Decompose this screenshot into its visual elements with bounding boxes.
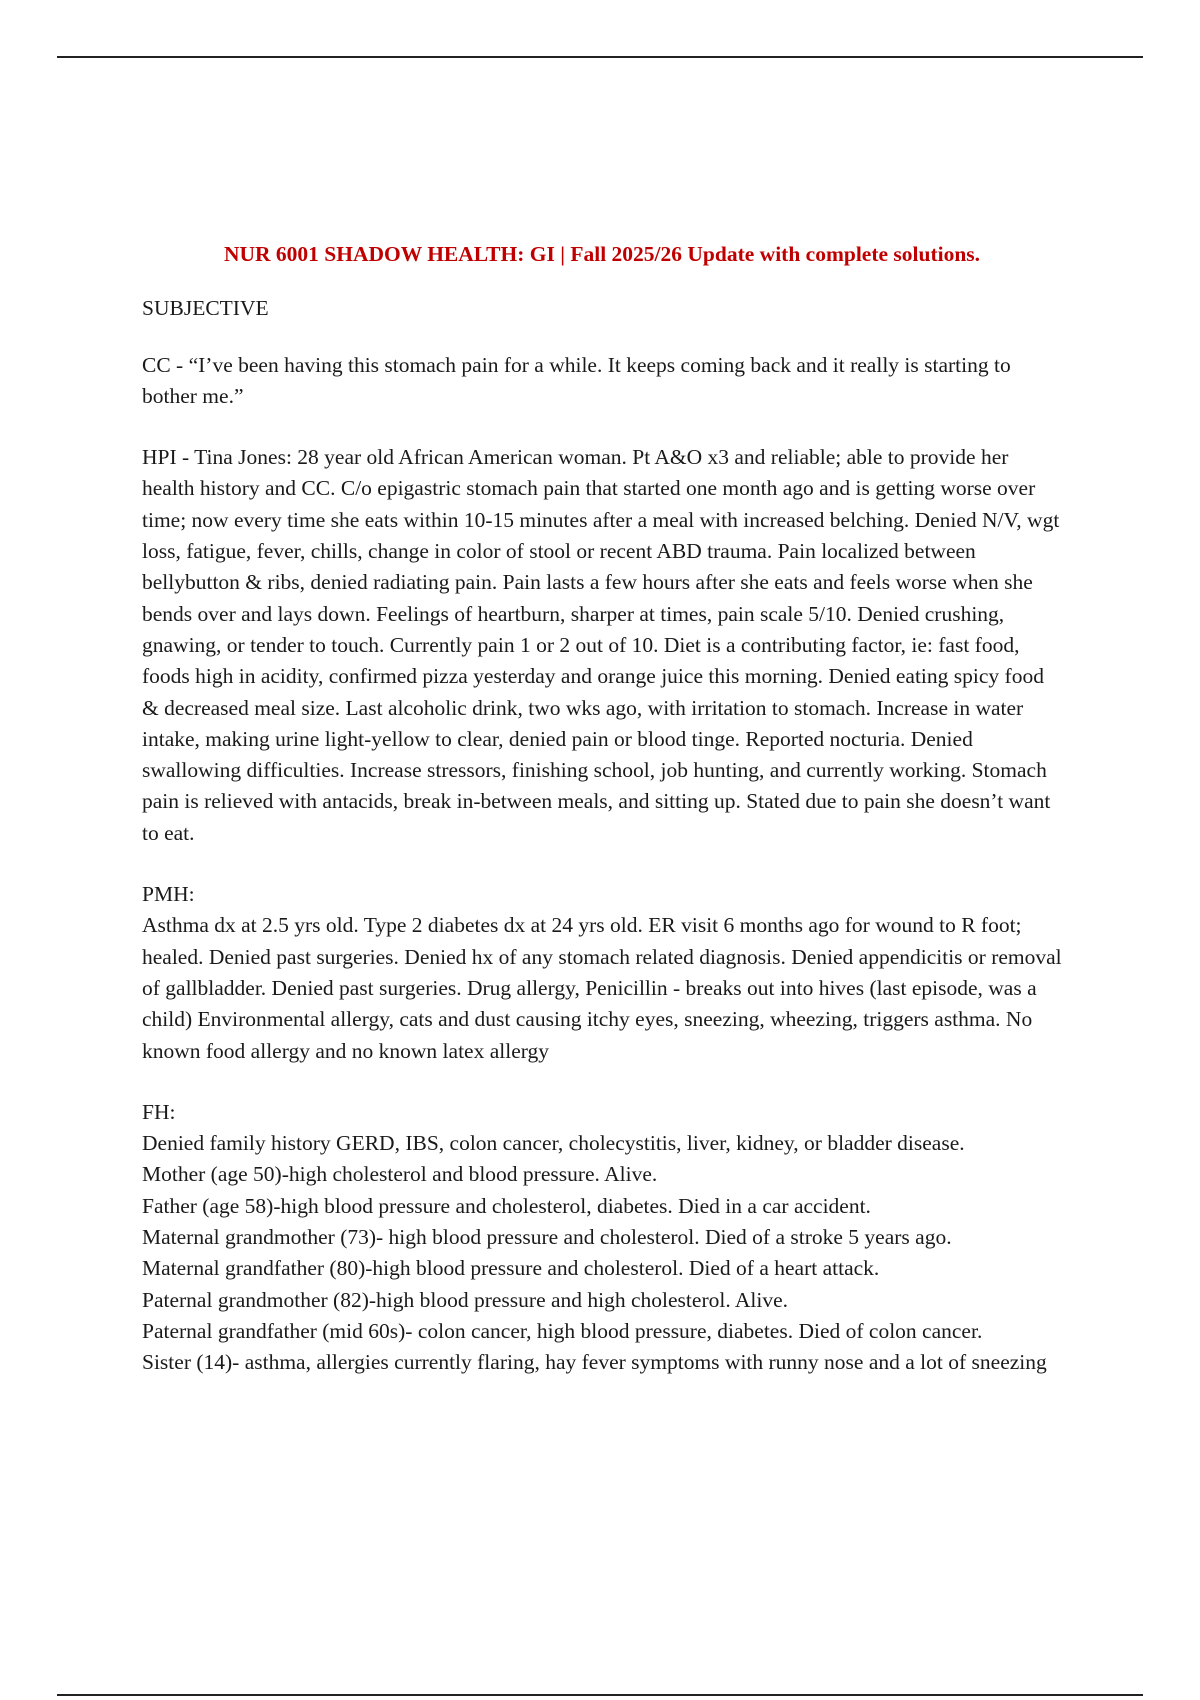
bottom-divider xyxy=(57,1694,1143,1696)
fh-line: Sister (14)- asthma, allergies currently flaring, hay fever symptoms with runny nose and a lot of sneezing xyxy=(142,1350,1047,1375)
fh-list xyxy=(142,1128,1062,1378)
chief-complaint: CC - “I’ve been having this stomach pain for a while. It keeps coming back and it really is starting to bother me.” xyxy=(142,352,1011,408)
fh-line: Mother (age 50)-high cholesterol and blood pressure. Alive. xyxy=(142,1162,658,1187)
document-body xyxy=(142,232,1062,1379)
top-divider xyxy=(57,56,1143,58)
hpi-paragraph: HPI - Tina Jones: 28 year old African American woman. Pt A&O x3 and reliable; able to provide her health history and CC. C/o epigastric stomach pain that started one month ago and is getting worse over time; now every time she eats within 10-15 minutes after a meal with increased belching. Denied N/V, wgt loss, fatigue, fever, chills, change in color of stool or recent ABD trauma. Pain localized between bellybutton & ribs, denied radiating pain. Pain lasts a few hours after she eats and feels worse when she bends over and lays down. Feelings of heartburn, sharper at times, pain scale 5/10. Denied crushing, gnawing, or tender to touch. Currently pain 1 or 2 out of 10. Diet is a contributing factor, ie: fast food, foods high in acidity, confirmed pizza yesterday and orange juice this morning. Denied eating spicy food & decreased meal size. Last alcoholic drink, two wks ago, with irritation to stomach. Increase in water intake, making urine light-yellow to clear, denied pain or blood tinge. Reported nocturia. Denied swallowing difficulties. Increase stressors, finishing school, job hunting, and currently working. Stomach pain is relieved with antacids, break in-between meals, and sitting up. Stated due to pain she doesn’t want to eat. xyxy=(142,445,1060,845)
fh-line: Father (age 58)-high blood pressure and cholesterol, diabetes. Died in a car accident. xyxy=(142,1193,871,1218)
subjective-heading: SUBJECTIVE xyxy=(142,296,269,321)
fh-line: Maternal grandmother (73)- high blood pressure and cholesterol. Died of a stroke 5 years ago. xyxy=(142,1225,952,1250)
pmh-heading: PMH: xyxy=(142,882,195,907)
pmh-paragraph: Asthma dx at 2.5 yrs old. Type 2 diabetes dx at 24 yrs old. ER visit 6 months ago for wound to R foot; healed. Denied past surgeries. Denied hx of any stomach related diagnosis. Denied appendicitis or removal of gallbladder. Denied past surgeries. Drug allergy, Penicillin - breaks out into hives (last episode, was a child) Environmental allergy, cats and dust causing itchy eyes, sneezing, wheezing, triggers asthma. No known food allergy and no known latex allergy xyxy=(142,913,1062,1063)
document-title: NUR 6001 SHADOW HEALTH: GI | Fall 2025/26 Update with complete solutions. xyxy=(223,242,981,266)
fh-line: Maternal grandfather (80)-high blood pressure and cholesterol. Died of a heart attack. xyxy=(142,1256,880,1281)
fh-line: Denied family history GERD, IBS, colon cancer, cholecystitis, liver, kidney, or bladder disease. xyxy=(142,1131,965,1156)
fh-line: Paternal grandfather (mid 60s)- colon cancer, high blood pressure, diabetes. Died of colon cancer. xyxy=(142,1318,983,1343)
fh-line: Paternal grandmother (82)-high blood pressure and high cholesterol. Alive. xyxy=(142,1287,789,1312)
fh-heading: FH: xyxy=(142,1099,176,1124)
